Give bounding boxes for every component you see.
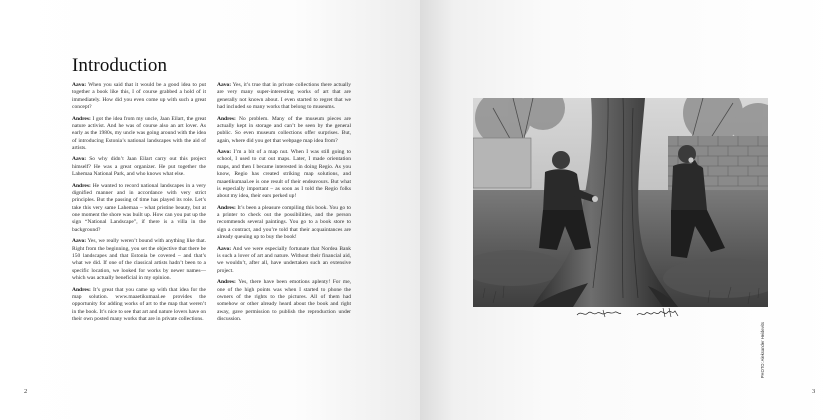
paragraph-text: Yes, there have been emotions aplenty! For me, one of the high points was when I started to phone the owners of the rights to the pictures. All of them had somehow or other already heard about the book and right away, gave permission to publish the reproduction under discussion. [217, 279, 352, 322]
paragraph-text: I got the idea from my uncle, Jaan Eilart, the great nature activist. And he was of course also an art lover. As early as the 1980s, my uncle was going around with the idea of introducing Estonia’s national landscapes with the aid of artists. [72, 115, 206, 151]
speaker-name: Andres: [72, 286, 91, 293]
paragraph [217, 116, 351, 145]
paragraph-text: He wanted to record national landscapes in a very dignified manner and in accordance with very strict principles. But the passing of time has played its role. Let’s take this very same Lahemaa – what pristine beauty, but at one moment the shore was built up. How can you put up the sign “National Landscape”, if there is a villa in the background? [72, 182, 207, 233]
paragraph-text: Yes, it’s true that in private collections there actually are very many super-interesting works of art that are generally not known about. I even started to regret that we had included so many works that belong to museums. [217, 82, 351, 111]
paragraph [217, 279, 351, 323]
text-column-1 [72, 82, 206, 327]
text-column-2 [217, 82, 351, 327]
photo-credit-text: PHOTO: Aleksander Heidevits [760, 321, 765, 378]
paragraph-text: No problem. Many of the museum pieces are actually kept in storage and can’t be seen by the general public. So even museum collections offer surprises. But, again, where did you get that webpage map idea from? [217, 115, 351, 144]
speaker-name: Andres: [72, 182, 91, 189]
paragraph [217, 205, 351, 242]
paragraph-text: And we were especially fortunate that Nordea Bank is such a lover of art and nature. Without their financial aid, we wouldn’t, after all, have undertaken such an extensive project. [217, 245, 351, 274]
signatures-drawing [575, 306, 685, 320]
page-number-left: 2 [24, 388, 28, 395]
paragraph-text: So why didn’t Jaan Eilart carry out this project himself? He was a great organizer. He put together the Lahemaa National Park, and who knows what else. [72, 156, 206, 178]
speaker-name: Aavo: [217, 149, 232, 156]
photo-illustration [473, 98, 768, 307]
speaker-name: Aavo: [72, 156, 87, 163]
speaker-name: Andres: [217, 279, 236, 286]
black-and-white-photo [473, 98, 768, 307]
paragraph-text: Yes, we really weren’t bound with anything like that. Right from the beginning, you set the objective that there be 150 landscapes and that Estonia be covered – and that’s what we did. If one of the classical artists hadn’t been to a specific location, we looked for works by newer names—which was actually beneficial in my opinion. [72, 238, 206, 281]
paragraph-text: I’m a bit of a map nut. When I was still going to school, I used to cut out maps. Later, I made orientation maps, and then I became interested in doing Regio. As you know, Regio has created striking map solutions, and maaetikumaal.ee is one result of their endeavours. But what is especially important – as soon as I told the Regio folks about my idea, their ears perked up! [217, 149, 352, 200]
paragraph-text: It’s great that you came up with that idea for the map solution. www.maaetikumaal.ee provides the opportunity for adding works of art to the map that weren’t in the book. It’s nice to see that art and nature lovers have on their own posted many works that are in private collections. [72, 286, 206, 322]
paragraph [217, 246, 351, 275]
paragraph [72, 82, 206, 111]
page-title: Introduction [72, 54, 168, 76]
paragraph [72, 183, 206, 234]
speaker-name: Andres: [72, 115, 91, 122]
paragraph [217, 149, 351, 200]
speaker-name: Aavo: [217, 82, 232, 88]
paragraph [72, 238, 206, 282]
right-page [420, 0, 840, 420]
paragraph [72, 116, 206, 153]
paragraph [72, 156, 206, 178]
speaker-name: Aavo: [217, 245, 232, 252]
handwritten-signatures [575, 306, 685, 320]
speaker-name: Aavo: [72, 82, 87, 88]
speaker-name: Aavo: [72, 238, 87, 245]
paragraph [217, 82, 351, 111]
paragraph [72, 287, 206, 324]
speaker-name: Andres: [217, 204, 236, 211]
speaker-name: Andres: [217, 115, 236, 122]
page-number-right: 3 [812, 388, 816, 395]
paragraph-text: It’s been a pleasure compiling this book. You go to a printer to check out the possibilities, and the person recommends several paintings. You go to a book store to sign a contract, and you’re told that their acquaintances are already queuing up to buy the book! [217, 204, 352, 241]
paragraph-text: When you said that it would be a good idea to put together a book like this, I of course grabbed a hold of it immediately. How did you even come up with such a great concept? [72, 82, 206, 111]
